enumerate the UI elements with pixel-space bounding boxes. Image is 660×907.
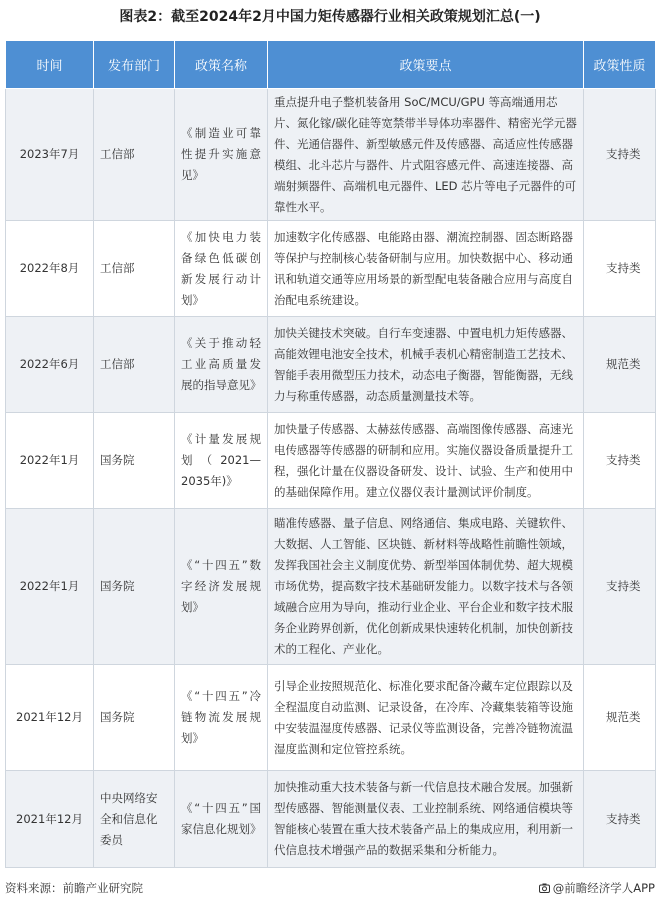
cell-nature: 支持类 — [584, 413, 656, 509]
table-row — [6, 221, 656, 317]
header-nature: 政策性质 — [584, 41, 656, 89]
cell-points: 加快量子传感器、太赫兹传感器、高端图像传感器、高速光电传感器等传感器的研制和应用。实施仪器设备质量提升工程，强化计量在仪器设备研发、设计、试验、生产和使用中的基础保障作用。建立仪器仪表计量测试评价制度。 — [268, 413, 584, 509]
cell-name: 《“十四五”国家信息化规划》 — [175, 771, 268, 868]
page-title: 图表2：截至2024年2月中国力矩传感器行业相关政策规划汇总(一) — [119, 9, 541, 25]
cell-points: 加快推动重大技术装备与新一代信息技术融合发展。加强新型传感器、智能测量仪表、工业控制系统、网络通信模块等智能核心装置在重大技术装备产品上的集成应用，利用新一代信息技术增强产品的数据采集和分析能力。 — [268, 771, 584, 868]
cell-time: 2022年1月 — [6, 413, 94, 509]
cell-dept: 工信部 — [94, 89, 175, 221]
cell-nature: 规范类 — [584, 317, 656, 413]
cell-dept: 中央网络安全和信息化委员 — [94, 771, 175, 868]
camera-icon — [539, 883, 550, 893]
footer — [5, 880, 655, 898]
source-note: 资料来源：前瞻产业研究院 — [5, 881, 143, 895]
cell-points: 重点提升电子整机装备用 SoC/MCU/GPU 等高端通用芯片、氮化镓/碳化硅等宽禁带半导体功率器件、精密光学元器件、光通信器件、新型敏感元件及传感器、高适应性传感器模组、北斗芯片与器件、片式阻容感元件、高速连接器、高端射频器件、高端机电元器件、LED 芯片等电子元器件的可靠性水平。 — [268, 89, 584, 221]
cell-points: 加速数字化传感器、电能路由器、潮流控制器、固态断路器等保护与控制核心装备研制与应用。加快数据中心、移动通讯和轨道交通等应用场景的新型配电装备融合应用与高度自治配电系统建设。 — [268, 221, 584, 317]
cell-time: 2022年6月 — [6, 317, 94, 413]
cell-nature: 规范类 — [584, 665, 656, 771]
table-row — [6, 89, 656, 221]
header-name: 政策名称 — [175, 41, 268, 89]
cell-time: 2023年7月 — [6, 89, 94, 221]
cell-points: 瞄准传感器、量子信息、网络通信、集成电路、关键软件、大数据、人工智能、区块链、新材料等战略性前瞻性领域，发挥我国社会主义制度优势、新型举国体制优势、超大规模市场优势，提高数字技术基础研发能力。以数字技术与各领域融合应用为导向，推动行业企业、平台企业和数字技术服务企业跨界创新，优化创新成果快速转化机制，加快创新技术的工程化、产业化。 — [268, 509, 584, 665]
header-time: 时间 — [6, 41, 94, 89]
cell-nature: 支持类 — [584, 509, 656, 665]
cell-dept: 工信部 — [94, 317, 175, 413]
table-row — [6, 413, 656, 509]
cell-time: 2021年12月 — [6, 771, 94, 868]
cell-dept: 国务院 — [94, 413, 175, 509]
table-row — [6, 509, 656, 665]
table-row — [6, 771, 656, 868]
table-header-row — [6, 41, 656, 89]
policy-table — [5, 40, 656, 868]
brand-credit — [539, 880, 655, 896]
cell-name: 《制造业可靠性提升实施意见》 — [175, 89, 268, 221]
cell-points: 加快关键技术突破。自行车变速器、中置电机力矩传感器、高能效锂电池安全技术，机械手表机心精密制造工艺技术、智能手表用微型压力技术，动态电子衡器，智能衡器，无线力与称重传感器，动态质量测量技术等。 — [268, 317, 584, 413]
cell-nature: 支持类 — [584, 771, 656, 868]
header-points: 政策要点 — [268, 41, 584, 89]
cell-name: 《“十四五”冷链物流发展规划》 — [175, 665, 268, 771]
cell-points: 引导企业按照规范化、标准化要求配备冷藏车定位跟踪以及全程温度自动监测、记录设备，在冷库、冷藏集装箱等设施中安装温湿度传感器、记录仪等监测设备，完善冷链物流温湿度监测和定位管控系统。 — [268, 665, 584, 771]
cell-dept: 工信部 — [94, 221, 175, 317]
cell-nature: 支持类 — [584, 221, 656, 317]
cell-time: 2022年8月 — [6, 221, 94, 317]
cell-name: 《关于推动轻工业高质量发展的指导意见》 — [175, 317, 268, 413]
cell-dept: 国务院 — [94, 509, 175, 665]
table-row — [6, 665, 656, 771]
cell-dept: 国务院 — [94, 665, 175, 771]
header-dept: 发布部门 — [94, 41, 175, 89]
cell-name: 《“十四五”数字经济发展规划》 — [175, 509, 268, 665]
cell-name: 《加快电力装备绿色低碳创新发展行动计划》 — [175, 221, 268, 317]
cell-nature: 支持类 — [584, 89, 656, 221]
cell-time: 2022年1月 — [6, 509, 94, 665]
cell-name: 《计量发展规划（2021—2035年)》 — [175, 413, 268, 509]
cell-time: 2021年12月 — [6, 665, 94, 771]
brand-label: @前瞻经济学人APP — [552, 881, 655, 895]
table-row — [6, 317, 656, 413]
